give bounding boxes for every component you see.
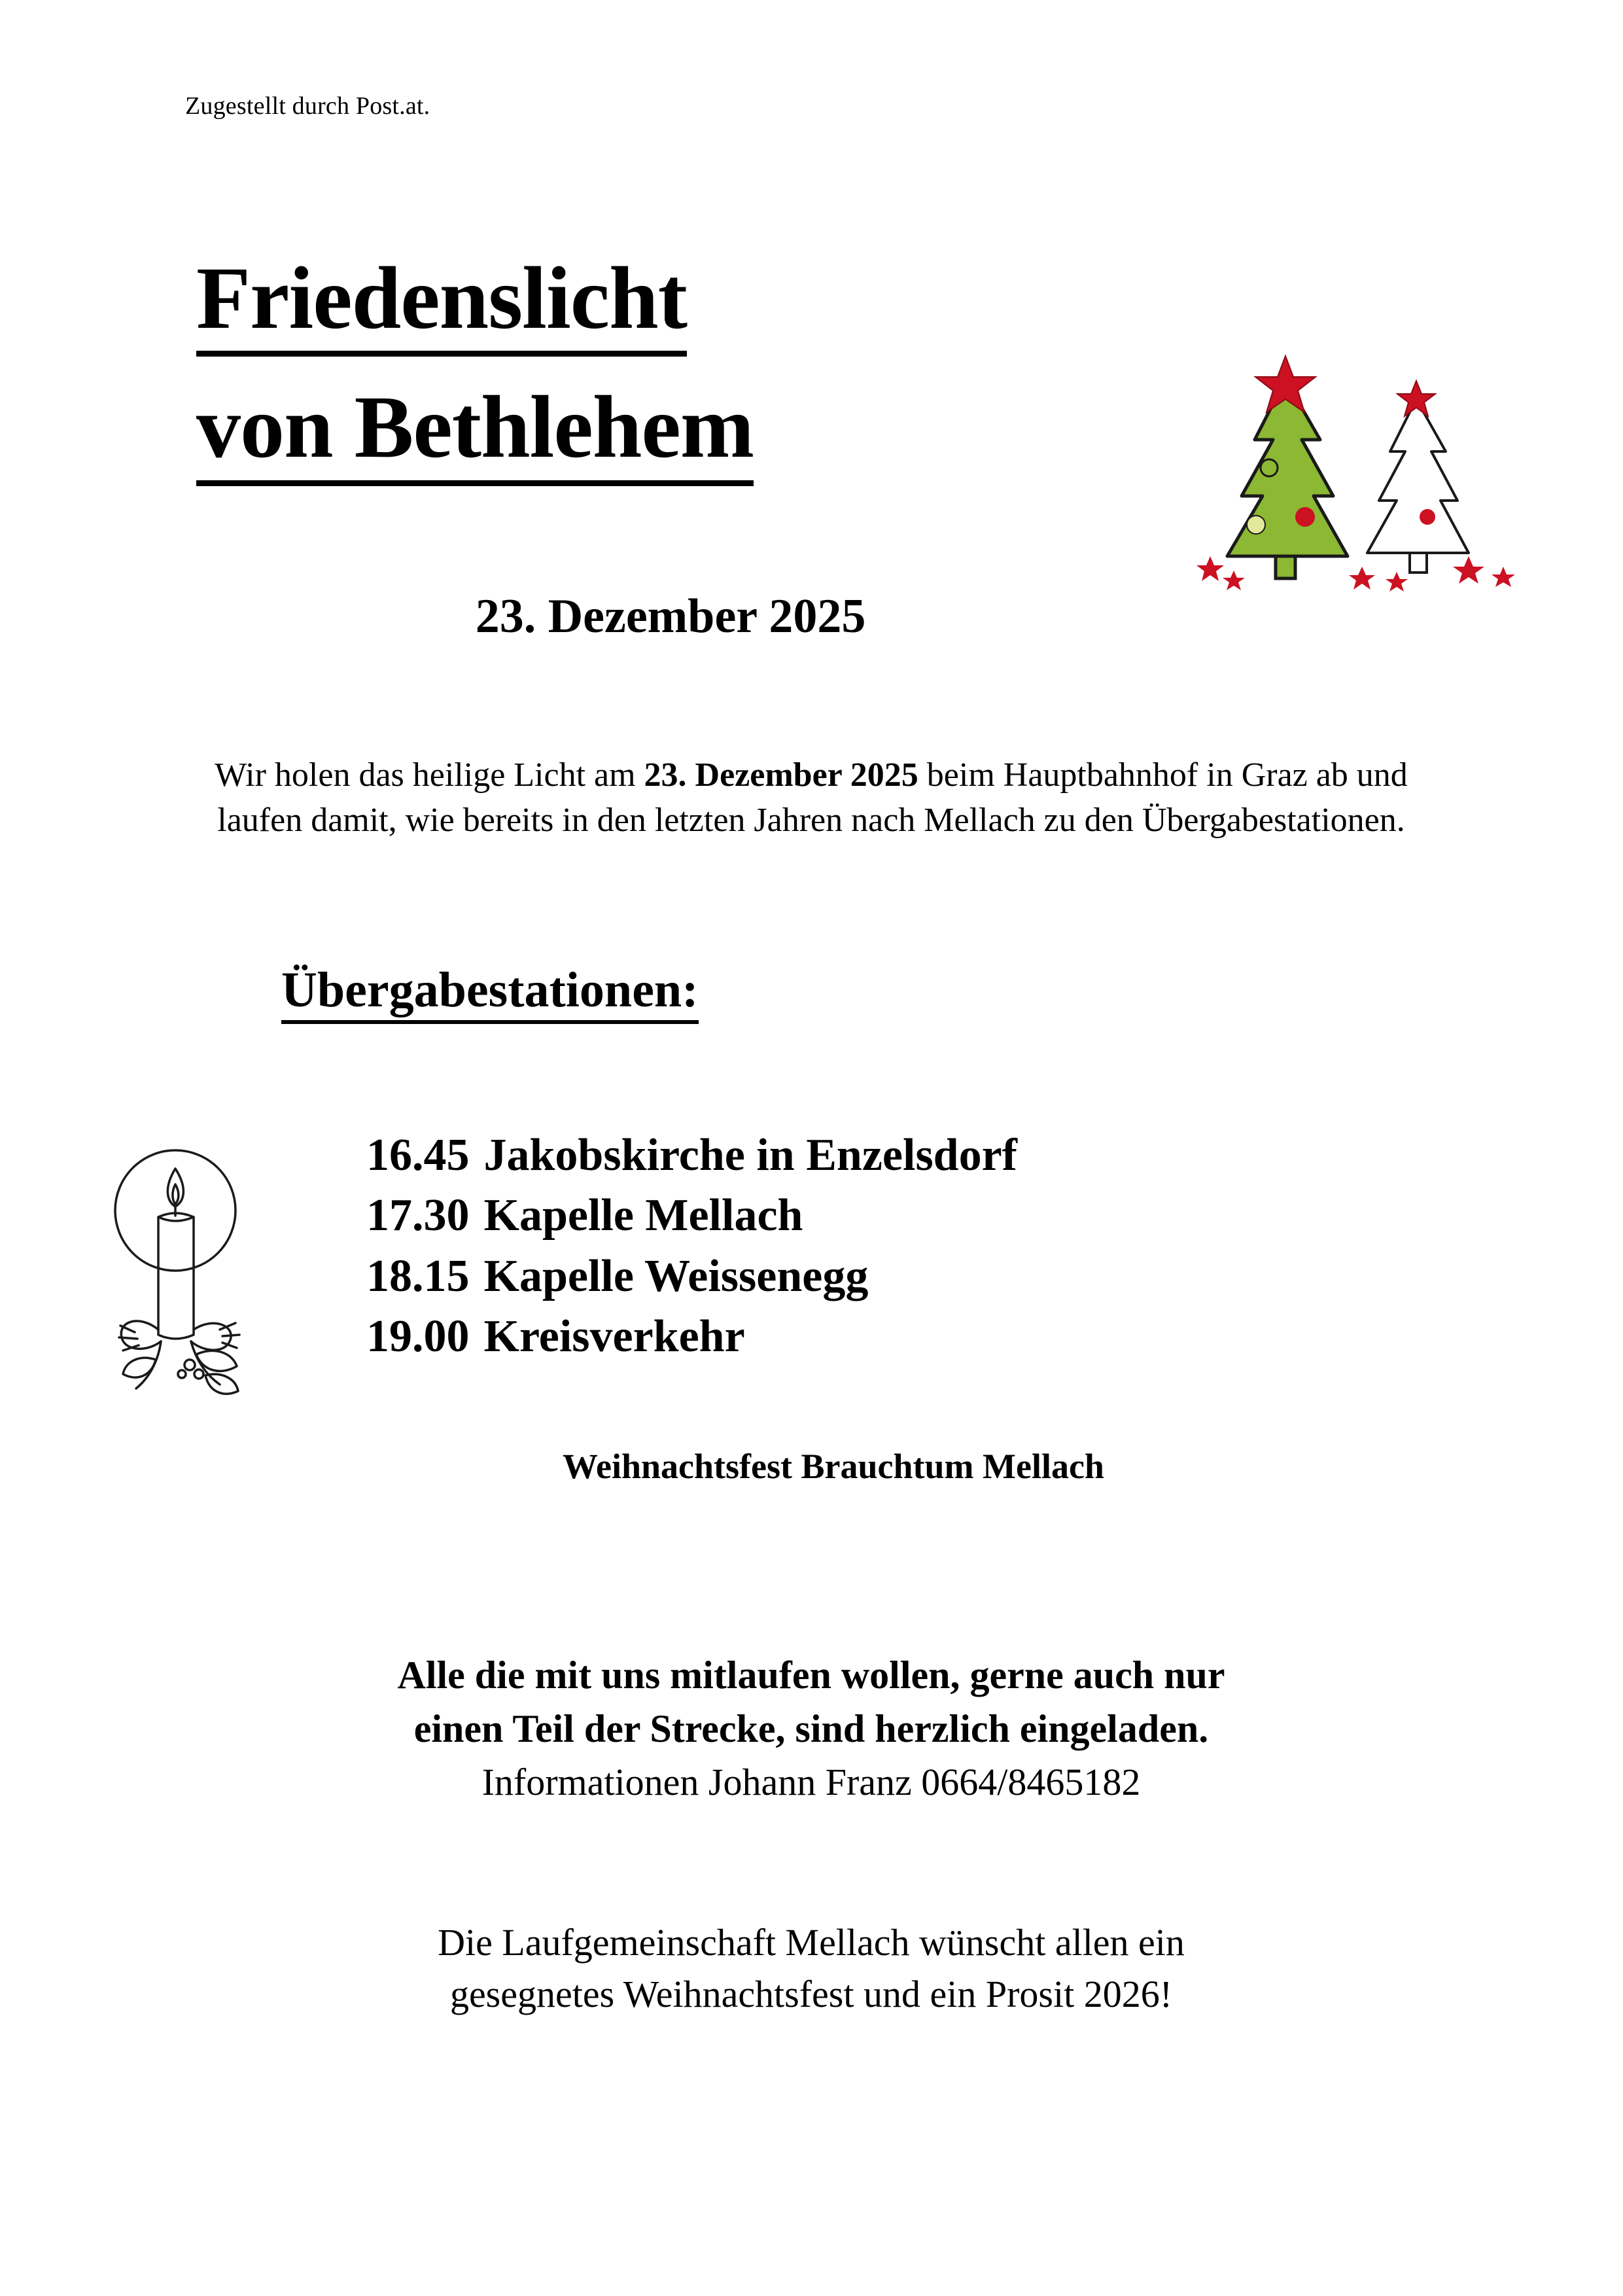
intro-paragraph (190, 752, 1433, 843)
contact-info: Informationen Johann Franz 0664/8465182 (481, 1761, 1141, 1804)
list-item (366, 1307, 1478, 1367)
intro-text-part1: Wir holen das heilige Licht am (215, 756, 644, 794)
christmas-tree-icon (1171, 353, 1537, 628)
list-item (366, 1186, 1478, 1246)
station-place: Jakobskirche in Enzelsdorf (483, 1130, 1017, 1180)
station-time: 17.30 (366, 1190, 470, 1241)
stations-list (366, 1125, 1478, 1368)
section-heading-stations: Übergabestationen: (281, 962, 699, 1024)
closing-block (196, 1917, 1426, 2021)
postal-delivery-note: Zugestellt durch Post.at. (185, 92, 430, 120)
station-place: Kapelle Weissenegg (483, 1250, 869, 1301)
invitation-block (196, 1649, 1426, 1809)
poster-title (196, 249, 1145, 498)
station-time: 16.45 (366, 1130, 470, 1180)
list-item (366, 1125, 1478, 1186)
invitation-line-1: Alle die mit uns mitlaufen wollen, gerne auch nur (397, 1653, 1225, 1697)
title-line-2: von Bethlehem (196, 378, 754, 486)
invitation-line-2: einen Teil der Strecke, sind herzlich eingeladen. (413, 1706, 1209, 1750)
christmas-candle-icon (98, 1139, 294, 1433)
intro-date-highlight: 23. Dezember 2025 (644, 756, 918, 794)
station-place: Kreisverkehr (483, 1311, 745, 1362)
station-time: 19.00 (366, 1311, 470, 1362)
closing-line-1: Die Laufgemeinschaft Mellach wünscht allen ein (438, 1921, 1185, 1964)
closing-line-2: gesegnetes Weihnachtsfest und ein Prosit 2026! (449, 1972, 1173, 2015)
list-item (366, 1246, 1478, 1307)
intro-text-part2: beim Hauptbahnhof in Graz ab und laufen damit, wie bereits in den letzten Jahren nach Mellach zu den Übergabestationen. (217, 756, 1408, 839)
event-date: 23. Dezember 2025 (475, 590, 866, 643)
station-place: Kapelle Mellach (483, 1190, 803, 1241)
stations-footnote: Weihnachtsfest Brauchtum Mellach (563, 1447, 1104, 1486)
station-time: 18.15 (366, 1250, 470, 1301)
title-line-1: Friedenslicht (196, 249, 687, 357)
